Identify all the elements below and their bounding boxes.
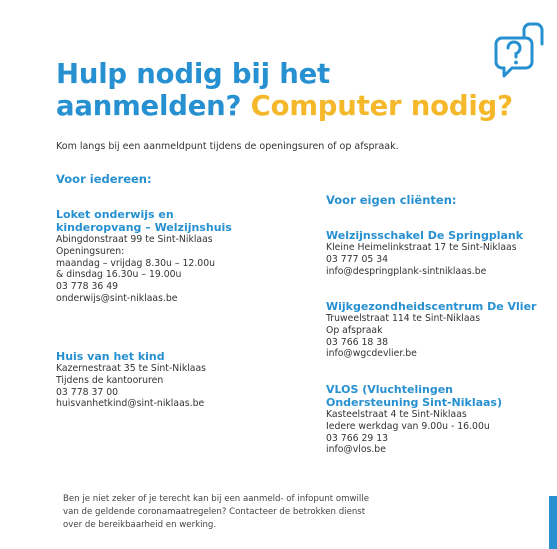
entry-phone: 03 778 36 49: [56, 281, 119, 293]
entry-address: Kazernestraat 35 te Sint-Niklaas: [56, 363, 207, 374]
title-line1: Hulp nodig bij het: [56, 58, 331, 90]
entry-vlos: [326, 383, 502, 456]
entry-address: Abingdonstraat 99 te Sint-Niklaas: [56, 234, 213, 245]
entry-name-line: Loket onderwijs en: [56, 208, 174, 221]
entry-huis-van-het-kind: [56, 350, 206, 410]
entry-email[interactable]: huisvanhetkind@sint-niklaas.be: [56, 398, 205, 410]
footer-note: [63, 493, 369, 532]
entry-email[interactable]: info@wgcdevlier.be: [326, 348, 417, 360]
entry-hours-label: Openingsuren:: [56, 245, 125, 257]
entry-loket-onderwijs: [56, 208, 232, 305]
entry-phone: 03 778 37 00: [56, 386, 119, 398]
entry-address: Truweelstraat 114 te Sint-Niklaas: [326, 313, 481, 324]
entry-hours: & dinsdag 16.30u – 19.00u: [56, 269, 182, 281]
entry-hours: Op afspraak: [326, 324, 383, 336]
entry-phone: 03 777 05 34: [326, 253, 389, 265]
entry-phone: 03 766 29 13: [326, 432, 389, 444]
footer-line: van de geldende coronamaatregelen? Contacteer de betrokken dienst: [63, 507, 366, 517]
entry-email[interactable]: onderwijs@sint-niklaas.be: [56, 292, 178, 304]
title-line2-part1: aanmelden?: [56, 90, 242, 122]
entry-de-vlier: [326, 300, 536, 360]
entry-name-line: kinderopvang – Welzijnshuis: [56, 221, 232, 234]
entry-email[interactable]: info@vlos.be: [326, 444, 386, 456]
intro-text: Kom langs bij een aanmeldpunt tijdens de openingsuren of op afspraak.: [56, 141, 399, 152]
entry-hours: Tijdens de kantooruren: [56, 374, 164, 386]
entry-name-line: Ondersteuning Sint-Niklaas): [326, 396, 503, 409]
left-column-heading: Voor iedereen:: [56, 172, 152, 186]
entry-email[interactable]: info@despringplank-sintniklaas.be: [326, 265, 487, 277]
entry-name-line: VLOS (Vluchtelingen: [326, 383, 453, 396]
edge-accent-bar: [549, 496, 557, 549]
right-column-heading: Voor eigen cliënten:: [326, 193, 457, 207]
entry-address: Kleine Heimelinkstraat 17 te Sint-Niklaas: [326, 242, 517, 253]
entry-name-line: Welzijnsschakel De Springplank: [326, 229, 524, 242]
footer-line: over de bereikbaarheid en werking.: [63, 520, 217, 530]
footer-line: Ben je niet zeker of je terecht kan bij een aanmeld- of infopunt omwille: [63, 494, 369, 504]
entry-address: Kasteelstraat 4 te Sint-Niklaas: [326, 409, 467, 420]
entry-phone: 03 766 18 38: [326, 336, 389, 348]
title-line2-part2: Computer nodig?: [250, 90, 513, 122]
page-title: [56, 58, 513, 122]
entry-name-line: Wijkgezondheidscentrum De Vlier: [326, 300, 537, 313]
entry-springplank: [326, 229, 523, 277]
entry-name-line: Huis van het kind: [56, 350, 165, 363]
entry-hours: maandag – vrijdag 8.30u – 12.00u: [56, 257, 216, 269]
entry-hours: Iedere werkdag van 9.00u - 16.00u: [326, 420, 490, 432]
